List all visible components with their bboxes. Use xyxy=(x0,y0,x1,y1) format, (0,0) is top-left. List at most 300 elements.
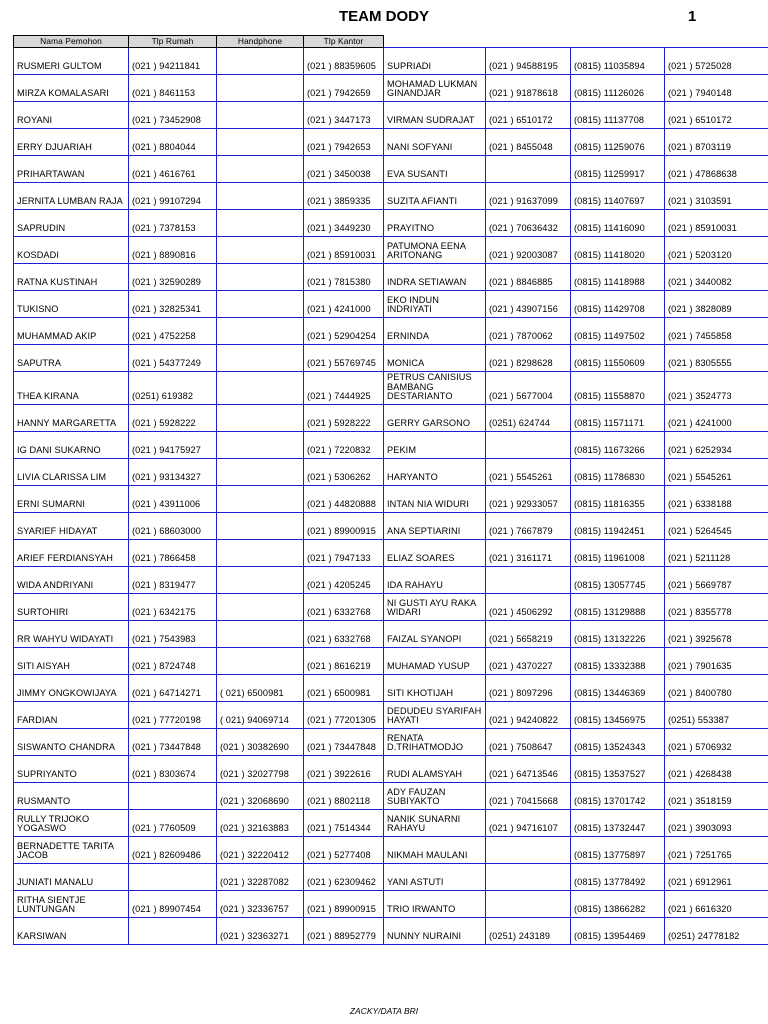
applicant-name-cell: JUNIATI MANALU xyxy=(14,863,129,890)
mobile-phone-cell: (0815) 13537527 xyxy=(571,755,665,782)
table-row xyxy=(14,647,768,674)
home-phone-cell xyxy=(486,566,571,593)
mobile-phone-cell: (0815) 11126026 xyxy=(571,75,665,102)
home-phone-cell: (021 ) 68603000 xyxy=(129,512,217,539)
home-phone-cell: (021 ) 7508647 xyxy=(486,728,571,755)
office-phone-cell: (021 ) 55769745 xyxy=(304,345,384,372)
mobile-phone-cell: (0815) 13456975 xyxy=(571,701,665,728)
mobile-phone-cell: (021 ) 30382690 xyxy=(217,728,304,755)
applicant-name-cell: NUNNY NURAINI xyxy=(384,917,486,944)
table-row xyxy=(14,836,768,863)
home-phone-cell: (021 ) 8303674 xyxy=(129,755,217,782)
table-row xyxy=(14,674,768,701)
applicant-name-cell: MUHAMAD YUSUP xyxy=(384,647,486,674)
mobile-phone-cell: (0815) 11407697 xyxy=(571,183,665,210)
table-row xyxy=(14,890,768,917)
applicant-name-cell: MOHAMAD LUKMAN GINANDJAR xyxy=(384,75,486,102)
header-nama-pemohon: Nama Pemohon xyxy=(14,36,129,48)
mobile-phone-cell xyxy=(217,48,304,75)
office-phone-cell: (021 ) 88952779 xyxy=(304,917,384,944)
mobile-phone-cell xyxy=(217,345,304,372)
mobile-phone-cell: (0815) 13446369 xyxy=(571,674,665,701)
applicant-name-cell: WIDA ANDRIYANI xyxy=(14,566,129,593)
mobile-phone-cell xyxy=(217,512,304,539)
applicant-name-cell: RUSMANTO xyxy=(14,782,129,809)
applicant-name-cell: ADY FAUZAN SUBIYAKTO xyxy=(384,782,486,809)
table-row xyxy=(14,566,768,593)
applicant-name-cell: JIMMY ONGKOWIJAYA xyxy=(14,674,129,701)
mobile-phone-cell: (0815) 11418988 xyxy=(571,264,665,291)
mobile-phone-cell: (0815) 11550609 xyxy=(571,345,665,372)
office-phone-cell: (021 ) 89900915 xyxy=(304,890,384,917)
applicant-name-cell: EVA SUSANTI xyxy=(384,156,486,183)
home-phone-cell: (021 ) 7870062 xyxy=(486,318,571,345)
applicant-name-cell: SUZITA AFIANTI xyxy=(384,183,486,210)
home-phone-cell: (021 ) 8298628 xyxy=(486,345,571,372)
table-row xyxy=(14,512,768,539)
mobile-phone-cell: (0815) 11137708 xyxy=(571,102,665,129)
home-phone-cell: (021 ) 70636432 xyxy=(486,210,571,237)
table-row xyxy=(14,318,768,345)
applicant-name-cell: RR WAHYU WIDAYATI xyxy=(14,620,129,647)
applicant-name-cell: SUPRIADI xyxy=(384,48,486,75)
applicant-name-cell: KOSDADI xyxy=(14,237,129,264)
table-row xyxy=(14,485,768,512)
applicant-name-cell: SURTOHIRI xyxy=(14,593,129,620)
applicant-name-cell: BERNADETTE TARITA JACOB xyxy=(14,836,129,863)
home-phone-cell: (021 ) 6510172 xyxy=(486,102,571,129)
home-phone-cell: (021 ) 43907156 xyxy=(486,291,571,318)
home-phone-cell: (021 ) 94175927 xyxy=(129,431,217,458)
office-phone-cell: (021 ) 89900915 xyxy=(304,512,384,539)
office-phone-cell: (021 ) 6332768 xyxy=(304,593,384,620)
mobile-phone-cell: (0815) 11558870 xyxy=(571,372,665,405)
office-phone-cell: (021 ) 6500981 xyxy=(304,674,384,701)
table-row xyxy=(14,458,768,485)
office-phone-cell: (021 ) 3440082 xyxy=(665,264,768,291)
office-phone-cell: (021 ) 5264545 xyxy=(665,512,768,539)
office-phone-cell: (021 ) 4241000 xyxy=(304,291,384,318)
header-blank xyxy=(665,36,768,48)
applicant-name-cell: TUKISNO xyxy=(14,291,129,318)
applicant-name-cell: PATUMONA EENA ARITONANG xyxy=(384,237,486,264)
office-phone-cell: (021 ) 88359605 xyxy=(304,48,384,75)
mobile-phone-cell: (0815) 11816355 xyxy=(571,485,665,512)
office-phone-cell: (021 ) 7455858 xyxy=(665,318,768,345)
table-row xyxy=(14,809,768,836)
home-phone-cell: (021 ) 54377249 xyxy=(129,345,217,372)
mobile-phone-cell: (0815) 13524343 xyxy=(571,728,665,755)
applicant-name-cell: FARDIAN xyxy=(14,701,129,728)
home-phone-cell: (021 ) 91878618 xyxy=(486,75,571,102)
office-phone-cell: (021 ) 6338188 xyxy=(665,485,768,512)
office-phone-cell: (021 ) 8355778 xyxy=(665,593,768,620)
applicant-name-cell: SAPRUDIN xyxy=(14,210,129,237)
office-phone-cell: (021 ) 5277408 xyxy=(304,836,384,863)
home-phone-cell: (021 ) 32590289 xyxy=(129,264,217,291)
home-phone-cell: (021 ) 70415668 xyxy=(486,782,571,809)
applicant-name-cell: YANI ASTUTI xyxy=(384,863,486,890)
table-row xyxy=(14,237,768,264)
header-blank xyxy=(571,36,665,48)
home-phone-cell: (021 ) 8846885 xyxy=(486,264,571,291)
table-row xyxy=(14,102,768,129)
applicant-name-cell: SITI KHOTIJAH xyxy=(384,674,486,701)
applicant-name-cell: PRAYITNO xyxy=(384,210,486,237)
mobile-phone-cell: (0815) 13778492 xyxy=(571,863,665,890)
mobile-phone-cell: (021 ) 32027798 xyxy=(217,755,304,782)
applicant-name-cell: VIRMAN SUDRAJAT xyxy=(384,102,486,129)
home-phone-cell: (021 ) 73447848 xyxy=(129,728,217,755)
header-handphone: Handphone xyxy=(217,36,304,48)
office-phone-cell: (021 ) 3859335 xyxy=(304,183,384,210)
office-phone-cell: (021 ) 7942659 xyxy=(304,75,384,102)
office-phone-cell: (021 ) 8802118 xyxy=(304,782,384,809)
mobile-phone-cell xyxy=(217,291,304,318)
home-phone-cell: (021 ) 94211841 xyxy=(129,48,217,75)
home-phone-cell xyxy=(129,917,217,944)
table-row xyxy=(14,404,768,431)
table-row xyxy=(14,75,768,102)
home-phone-cell: (021 ) 3161171 xyxy=(486,539,571,566)
applicant-name-cell: ERNINDA xyxy=(384,318,486,345)
home-phone-cell: (021 ) 4506292 xyxy=(486,593,571,620)
applicant-name-cell: JERNITA LUMBAN RAJA xyxy=(14,183,129,210)
table-row xyxy=(14,863,768,890)
mobile-phone-cell xyxy=(217,129,304,156)
home-phone-cell: (021 ) 94588195 xyxy=(486,48,571,75)
mobile-phone-cell xyxy=(217,647,304,674)
mobile-phone-cell xyxy=(217,318,304,345)
table-row xyxy=(14,291,768,318)
mobile-phone-cell xyxy=(217,458,304,485)
table-row xyxy=(14,345,768,372)
mobile-phone-cell: (0815) 11942451 xyxy=(571,512,665,539)
applicant-name-cell: MUHAMMAD AKIP xyxy=(14,318,129,345)
office-phone-cell: (021 ) 3450038 xyxy=(304,156,384,183)
home-phone-cell: (021 ) 94240822 xyxy=(486,701,571,728)
mobile-phone-cell xyxy=(217,620,304,647)
office-phone-cell: (021 ) 3922616 xyxy=(304,755,384,782)
applicant-name-cell: NIKMAH MAULANI xyxy=(384,836,486,863)
mobile-phone-cell: (0815) 13701742 xyxy=(571,782,665,809)
applicant-name-cell: RUSMERI GULTOM xyxy=(14,48,129,75)
home-phone-cell: (021 ) 8724748 xyxy=(129,647,217,674)
mobile-phone-cell xyxy=(217,264,304,291)
home-phone-cell: (021 ) 93134327 xyxy=(129,458,217,485)
office-phone-cell: (021 ) 5928222 xyxy=(304,404,384,431)
office-phone-cell: (021 ) 8703119 xyxy=(665,129,768,156)
table-row xyxy=(14,156,768,183)
home-phone-cell: (021 ) 4616761 xyxy=(129,156,217,183)
mobile-phone-cell: (0815) 11035894 xyxy=(571,48,665,75)
home-phone-cell: (021 ) 4370227 xyxy=(486,647,571,674)
page-number: 1 xyxy=(688,8,697,25)
mobile-phone-cell: (0815) 13132226 xyxy=(571,620,665,647)
mobile-phone-cell: (021 ) 32287082 xyxy=(217,863,304,890)
mobile-phone-cell: (0815) 11961008 xyxy=(571,539,665,566)
office-phone-cell: (021 ) 7940148 xyxy=(665,75,768,102)
applicant-name-cell: INTAN NIA WIDURI xyxy=(384,485,486,512)
table-row xyxy=(14,620,768,647)
home-phone-cell xyxy=(486,156,571,183)
office-phone-cell: (021 ) 5669787 xyxy=(665,566,768,593)
office-phone-cell: (021 ) 4205245 xyxy=(304,566,384,593)
home-phone-cell: (021 ) 92933057 xyxy=(486,485,571,512)
home-phone-cell: (021 ) 32825341 xyxy=(129,291,217,318)
applicant-name-cell: PETRUS CANISIUS BAMBANG DESTARIANTO xyxy=(384,372,486,405)
office-phone-cell: (021 ) 6332768 xyxy=(304,620,384,647)
applicant-name-cell: RATNA KUSTINAH xyxy=(14,264,129,291)
applicant-name-cell: IG DANI SUKARNO xyxy=(14,431,129,458)
mobile-phone-cell: (0815) 13057745 xyxy=(571,566,665,593)
office-phone-cell: (021 ) 8400780 xyxy=(665,674,768,701)
table-row xyxy=(14,48,768,75)
office-phone-cell: (021 ) 7444925 xyxy=(304,372,384,405)
applicant-name-cell: THEA KIRANA xyxy=(14,372,129,405)
home-phone-cell: (021 ) 77720198 xyxy=(129,701,217,728)
mobile-phone-cell: (021 ) 32220412 xyxy=(217,836,304,863)
mobile-phone-cell: (0815) 11786830 xyxy=(571,458,665,485)
home-phone-cell: (021 ) 99107294 xyxy=(129,183,217,210)
home-phone-cell: (021 ) 7378153 xyxy=(129,210,217,237)
home-phone-cell: (021 ) 43911006 xyxy=(129,485,217,512)
home-phone-cell: (021 ) 92003087 xyxy=(486,237,571,264)
home-phone-cell: (021 ) 8804044 xyxy=(129,129,217,156)
home-phone-cell: (021 ) 8461153 xyxy=(129,75,217,102)
header-blank xyxy=(384,36,486,48)
table-row xyxy=(14,264,768,291)
home-phone-cell: (021 ) 73452908 xyxy=(129,102,217,129)
office-phone-cell: (021 ) 6912961 xyxy=(665,863,768,890)
mobile-phone-cell: ( 021) 6500981 xyxy=(217,674,304,701)
mobile-phone-cell: (021 ) 32163883 xyxy=(217,809,304,836)
mobile-phone-cell: (0815) 11259917 xyxy=(571,156,665,183)
applicant-name-cell: RUDI ALAMSYAH xyxy=(384,755,486,782)
applicant-name-cell: KARSIWAN xyxy=(14,917,129,944)
applicant-name-cell: SUPRIYANTO xyxy=(14,755,129,782)
applicant-name-cell: HARYANTO xyxy=(384,458,486,485)
home-phone-cell xyxy=(129,782,217,809)
applicant-name-cell: IDA RAHAYU xyxy=(384,566,486,593)
applicant-name-cell: RULLY TRIJOKO YOGASWO xyxy=(14,809,129,836)
home-phone-cell: (021 ) 8319477 xyxy=(129,566,217,593)
home-phone-cell: (021 ) 5677004 xyxy=(486,372,571,405)
document-title: TEAM DODY xyxy=(339,8,429,25)
home-phone-cell: (021 ) 7667879 xyxy=(486,512,571,539)
applicant-name-cell: TRIO IRWANTO xyxy=(384,890,486,917)
office-phone-cell: (021 ) 3449230 xyxy=(304,210,384,237)
applicant-name-cell: SYARIEF HIDAYAT xyxy=(14,512,129,539)
office-phone-cell: (021 ) 7901635 xyxy=(665,647,768,674)
mobile-phone-cell xyxy=(217,372,304,405)
office-phone-cell: (021 ) 3103591 xyxy=(665,183,768,210)
table-row xyxy=(14,755,768,782)
mobile-phone-cell xyxy=(217,75,304,102)
table-row xyxy=(14,129,768,156)
table-row xyxy=(14,701,768,728)
office-phone-cell: (021 ) 7251765 xyxy=(665,836,768,863)
home-phone-cell: (021 ) 8890816 xyxy=(129,237,217,264)
applicant-name-cell: INDRA SETIAWAN xyxy=(384,264,486,291)
mobile-phone-cell: (0815) 11259076 xyxy=(571,129,665,156)
table-row xyxy=(14,782,768,809)
home-phone-cell: (021 ) 8455048 xyxy=(486,129,571,156)
office-phone-cell: (021 ) 3447173 xyxy=(304,102,384,129)
mobile-phone-cell xyxy=(217,102,304,129)
office-phone-cell: (021 ) 6616320 xyxy=(665,890,768,917)
mobile-phone-cell: (0815) 13129888 xyxy=(571,593,665,620)
office-phone-cell: (021 ) 8616219 xyxy=(304,647,384,674)
home-phone-cell: (021 ) 7866458 xyxy=(129,539,217,566)
home-phone-cell: (0251) 624744 xyxy=(486,404,571,431)
office-phone-cell: (021 ) 62309462 xyxy=(304,863,384,890)
applicant-name-cell: EKO INDUN INDRIYATI xyxy=(384,291,486,318)
mobile-phone-cell: (0815) 11571171 xyxy=(571,404,665,431)
home-phone-cell: (021 ) 64713546 xyxy=(486,755,571,782)
applicant-name-cell: NANIK SUNARNI RAHAYU xyxy=(384,809,486,836)
home-phone-cell: (021 ) 82609486 xyxy=(129,836,217,863)
table-row xyxy=(14,210,768,237)
applicant-name-cell: ERRY DJUARIAH xyxy=(14,129,129,156)
applicant-name-cell: DEDUDEU SYARIFAH HAYATI xyxy=(384,701,486,728)
home-phone-cell: (021 ) 5545261 xyxy=(486,458,571,485)
mobile-phone-cell: (0815) 13954469 xyxy=(571,917,665,944)
office-phone-cell: (021 ) 6510172 xyxy=(665,102,768,129)
office-phone-cell: (021 ) 3925678 xyxy=(665,620,768,647)
home-phone-cell: (021 ) 91637099 xyxy=(486,183,571,210)
applicant-name-cell: PEKIM xyxy=(384,431,486,458)
office-phone-cell: (021 ) 5211128 xyxy=(665,539,768,566)
table-row xyxy=(14,539,768,566)
applicant-name-cell: GERRY GARSONO xyxy=(384,404,486,431)
mobile-phone-cell xyxy=(217,485,304,512)
applicant-name-cell: NI GUSTI AYU RAKA WIDARI xyxy=(384,593,486,620)
office-phone-cell: (021 ) 7220832 xyxy=(304,431,384,458)
mobile-phone-cell: (021 ) 32068690 xyxy=(217,782,304,809)
applicant-name-cell: SISWANTO CHANDRA xyxy=(14,728,129,755)
office-phone-cell: (021 ) 5706932 xyxy=(665,728,768,755)
applicant-name-cell: RENATA D.TRIHATMODJO xyxy=(384,728,486,755)
home-phone-cell xyxy=(486,431,571,458)
office-phone-cell: (021 ) 5545261 xyxy=(665,458,768,485)
mobile-phone-cell: (021 ) 32336757 xyxy=(217,890,304,917)
office-phone-cell: (021 ) 5725028 xyxy=(665,48,768,75)
mobile-phone-cell: (0815) 13732447 xyxy=(571,809,665,836)
office-phone-cell: (021 ) 52904254 xyxy=(304,318,384,345)
office-phone-cell: (021 ) 3828089 xyxy=(665,291,768,318)
home-phone-cell: (021 ) 5928222 xyxy=(129,404,217,431)
mobile-phone-cell: (0815) 11673266 xyxy=(571,431,665,458)
home-phone-cell: (021 ) 7543983 xyxy=(129,620,217,647)
home-phone-cell: (021 ) 4752258 xyxy=(129,318,217,345)
mobile-phone-cell xyxy=(217,431,304,458)
mobile-phone-cell xyxy=(217,210,304,237)
home-phone-cell: (021 ) 89907454 xyxy=(129,890,217,917)
home-phone-cell: (021 ) 5658219 xyxy=(486,620,571,647)
office-phone-cell: (021 ) 7947133 xyxy=(304,539,384,566)
applicant-name-cell: NANI SOFYANI xyxy=(384,129,486,156)
office-phone-cell: (0251) 24778182 xyxy=(665,917,768,944)
mobile-phone-cell xyxy=(217,539,304,566)
table-header-row xyxy=(14,36,768,48)
mobile-phone-cell: (021 ) 32363271 xyxy=(217,917,304,944)
home-phone-cell: (021 ) 7760509 xyxy=(129,809,217,836)
applicant-name-cell: HANNY MARGARETTA xyxy=(14,404,129,431)
table-row xyxy=(14,372,768,405)
home-phone-cell xyxy=(486,836,571,863)
office-phone-cell: (021 ) 85910031 xyxy=(665,210,768,237)
contact-table xyxy=(13,35,768,945)
mobile-phone-cell: (0815) 13775897 xyxy=(571,836,665,863)
home-phone-cell: (021 ) 64714271 xyxy=(129,674,217,701)
mobile-phone-cell: (0815) 11497502 xyxy=(571,318,665,345)
mobile-phone-cell xyxy=(217,183,304,210)
office-phone-cell: (021 ) 4241000 xyxy=(665,404,768,431)
header-tlp-rumah: Tlp Rumah xyxy=(129,36,217,48)
office-phone-cell: (021 ) 3524773 xyxy=(665,372,768,405)
home-phone-cell: (021 ) 94716107 xyxy=(486,809,571,836)
mobile-phone-cell: (0815) 13866282 xyxy=(571,890,665,917)
office-phone-cell: (021 ) 3518159 xyxy=(665,782,768,809)
applicant-name-cell: MONICA xyxy=(384,345,486,372)
applicant-name-cell: ROYANI xyxy=(14,102,129,129)
office-phone-cell: (021 ) 85910031 xyxy=(304,237,384,264)
table-row xyxy=(14,593,768,620)
office-phone-cell: (021 ) 73447848 xyxy=(304,728,384,755)
office-phone-cell: (021 ) 4268438 xyxy=(665,755,768,782)
home-phone-cell: (0251) 243189 xyxy=(486,917,571,944)
office-phone-cell: (021 ) 7815380 xyxy=(304,264,384,291)
home-phone-cell xyxy=(486,863,571,890)
mobile-phone-cell: (0815) 11416090 xyxy=(571,210,665,237)
applicant-name-cell: PRIHARTAWAN xyxy=(14,156,129,183)
table-row xyxy=(14,431,768,458)
mobile-phone-cell xyxy=(217,237,304,264)
mobile-phone-cell: (0815) 13332388 xyxy=(571,647,665,674)
applicant-name-cell: FAIZAL SYANOPI xyxy=(384,620,486,647)
table-row xyxy=(14,728,768,755)
office-phone-cell: (021 ) 3903093 xyxy=(665,809,768,836)
mobile-phone-cell: ( 021) 94069714 xyxy=(217,701,304,728)
mobile-phone-cell xyxy=(217,593,304,620)
mobile-phone-cell xyxy=(217,566,304,593)
home-phone-cell xyxy=(129,863,217,890)
office-phone-cell: (021 ) 7514344 xyxy=(304,809,384,836)
table-row xyxy=(14,183,768,210)
office-phone-cell: (021 ) 7942653 xyxy=(304,129,384,156)
applicant-name-cell: MIRZA KOMALASARI xyxy=(14,75,129,102)
applicant-name-cell: ERNI SUMARNI xyxy=(14,485,129,512)
applicant-name-cell: ANA SEPTIARINI xyxy=(384,512,486,539)
applicant-name-cell: RITHA SIENTJE LUNTUNGAN xyxy=(14,890,129,917)
applicant-name-cell: SAPUTRA xyxy=(14,345,129,372)
mobile-phone-cell xyxy=(217,156,304,183)
office-phone-cell: (021 ) 6252934 xyxy=(665,431,768,458)
table-row xyxy=(14,917,768,944)
office-phone-cell: (021 ) 5306262 xyxy=(304,458,384,485)
header-blank xyxy=(486,36,571,48)
applicant-name-cell: SITI AISYAH xyxy=(14,647,129,674)
office-phone-cell: (021 ) 8305555 xyxy=(665,345,768,372)
applicant-name-cell: LIVIA CLARISSA LIM xyxy=(14,458,129,485)
home-phone-cell: (021 ) 8097296 xyxy=(486,674,571,701)
home-phone-cell xyxy=(486,890,571,917)
office-phone-cell: (021 ) 44820888 xyxy=(304,485,384,512)
header-tlp-kantor: Tlp Kantor xyxy=(304,36,384,48)
office-phone-cell: (0251) 553387 xyxy=(665,701,768,728)
office-phone-cell: (021 ) 77201305 xyxy=(304,701,384,728)
